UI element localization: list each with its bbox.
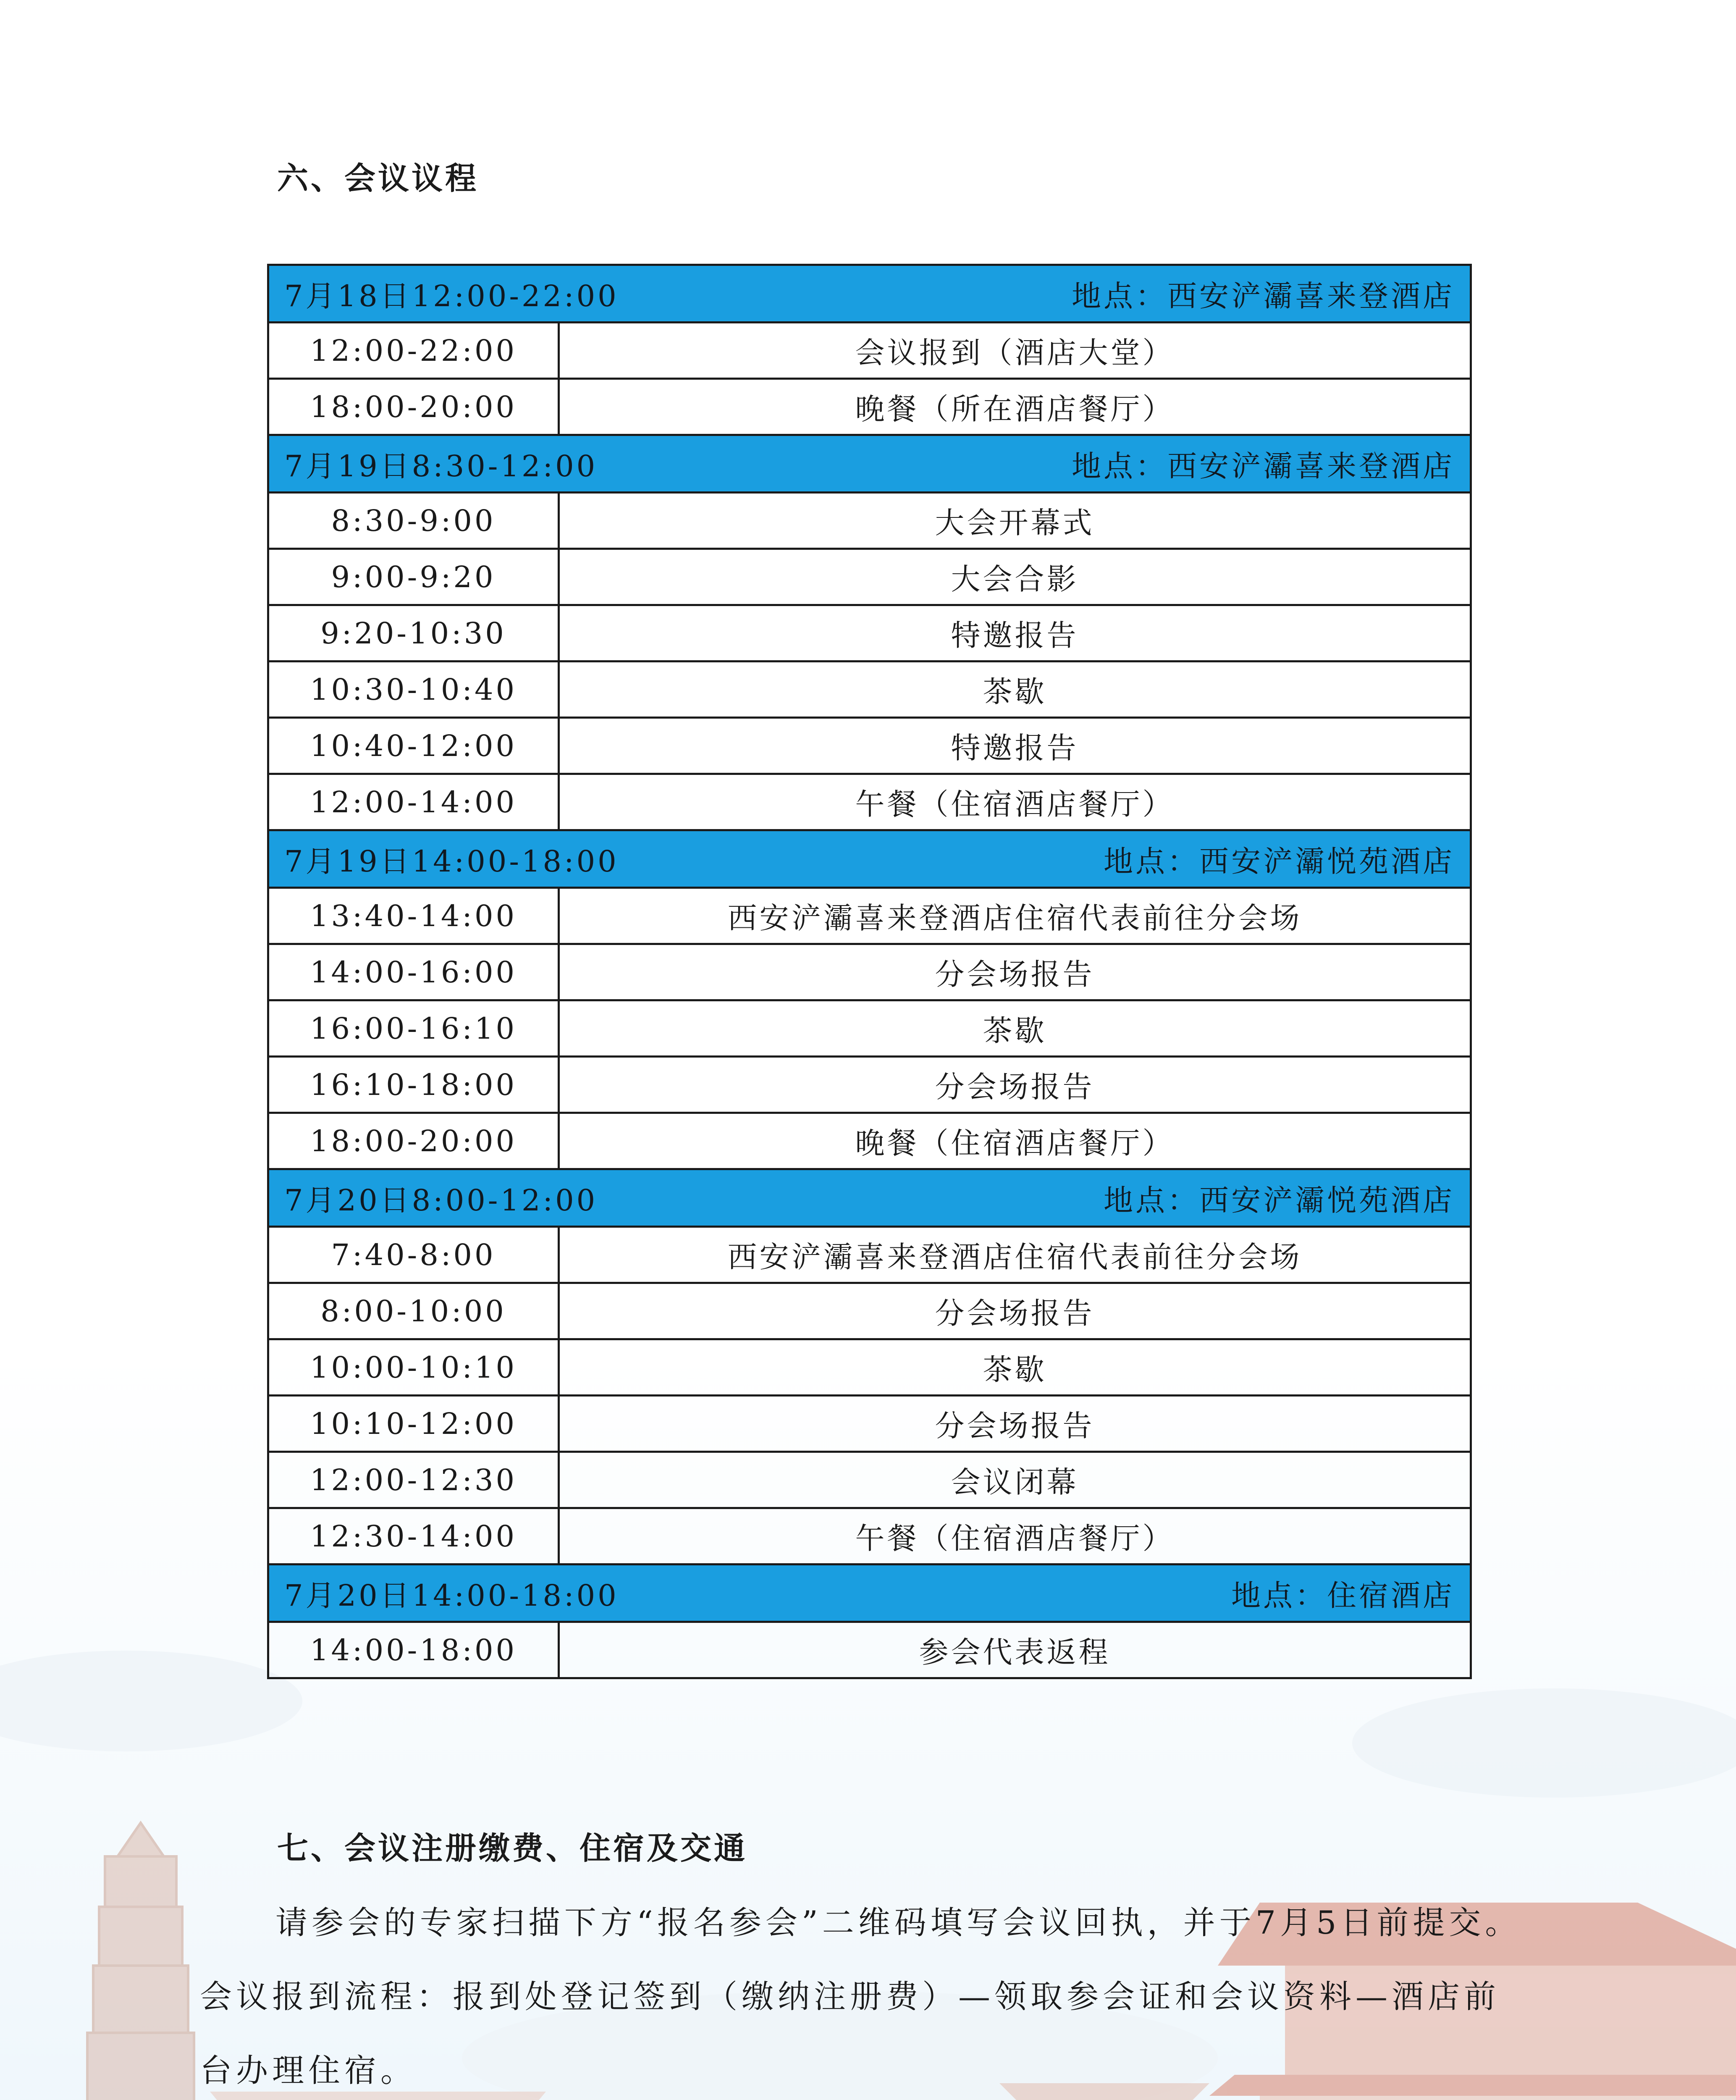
activity-cell: 分会场报告 bbox=[559, 1396, 1471, 1452]
activity-cell: 西安浐灞喜来登酒店住宿代表前往分会场 bbox=[559, 888, 1471, 944]
activity-cell: 大会合影 bbox=[559, 549, 1471, 605]
schedule-row bbox=[268, 888, 1471, 944]
block-header-cell bbox=[268, 435, 1471, 493]
schedule-row bbox=[268, 1339, 1471, 1396]
activity-cell: 特邀报告 bbox=[559, 718, 1471, 774]
block-date-time: 7月20日14:00-18:00 bbox=[284, 1578, 619, 1613]
activity-cell: 茶歇 bbox=[559, 662, 1471, 718]
time-cell: 14:00-18:00 bbox=[268, 1622, 559, 1678]
block-header-cell bbox=[268, 1564, 1471, 1622]
time-cell: 12:00-22:00 bbox=[268, 323, 559, 379]
schedule-row bbox=[268, 605, 1471, 662]
schedule-row bbox=[268, 1622, 1471, 1678]
schedule-row bbox=[268, 1283, 1471, 1339]
schedule-block-header bbox=[268, 1564, 1471, 1622]
block-header-cell bbox=[268, 830, 1471, 888]
time-cell: 8:00-10:00 bbox=[268, 1283, 559, 1339]
schedule-row bbox=[268, 379, 1471, 435]
block-date-time: 7月18日12:00-22:00 bbox=[284, 278, 619, 313]
time-cell: 10:30-10:40 bbox=[268, 662, 559, 718]
schedule-block-header bbox=[268, 1169, 1471, 1227]
schedule-table bbox=[267, 264, 1472, 1679]
schedule-row bbox=[268, 1508, 1471, 1564]
block-location: 地点：西安浐灞喜来登酒店 bbox=[1072, 278, 1455, 313]
block-location: 地点：西安浐灞喜来登酒店 bbox=[1072, 449, 1455, 483]
time-cell: 10:40-12:00 bbox=[268, 718, 559, 774]
activity-cell: 午餐（住宿酒店餐厅） bbox=[559, 774, 1471, 830]
schedule-block-header bbox=[268, 435, 1471, 493]
block-date-time: 7月20日8:00-12:00 bbox=[284, 1183, 598, 1218]
block-location: 地点：住宿酒店 bbox=[1231, 1578, 1455, 1613]
activity-cell: 特邀报告 bbox=[559, 605, 1471, 662]
time-cell: 9:20-10:30 bbox=[268, 605, 559, 662]
time-cell: 16:10-18:00 bbox=[268, 1057, 559, 1113]
time-cell: 10:00-10:10 bbox=[268, 1339, 559, 1396]
activity-cell: 午餐（住宿酒店餐厅） bbox=[559, 1508, 1471, 1564]
schedule-row bbox=[268, 774, 1471, 830]
block-header-cell bbox=[268, 265, 1471, 323]
block-date-time: 7月19日14:00-18:00 bbox=[284, 844, 619, 879]
schedule-row bbox=[268, 1000, 1471, 1057]
schedule-block-header bbox=[268, 830, 1471, 888]
time-cell: 13:40-14:00 bbox=[268, 888, 559, 944]
activity-cell: 晚餐（住宿酒店餐厅） bbox=[559, 1113, 1471, 1169]
activity-cell: 会议闭幕 bbox=[559, 1452, 1471, 1508]
time-cell: 14:00-16:00 bbox=[268, 944, 559, 1000]
block-date-time: 7月19日8:30-12:00 bbox=[284, 449, 598, 483]
activity-cell: 分会场报告 bbox=[559, 1057, 1471, 1113]
schedule-row bbox=[268, 1113, 1471, 1169]
schedule-row bbox=[268, 493, 1471, 549]
time-cell: 16:00-16:10 bbox=[268, 1000, 559, 1057]
activity-cell: 晚餐（所在酒店餐厅） bbox=[559, 379, 1471, 435]
activity-cell: 会议报到（酒店大堂） bbox=[559, 323, 1471, 379]
time-cell: 10:10-12:00 bbox=[268, 1396, 559, 1452]
section-6-title: 六、会议议程 bbox=[277, 160, 479, 197]
time-cell: 18:00-20:00 bbox=[268, 379, 559, 435]
schedule-row bbox=[268, 944, 1471, 1000]
time-cell: 12:00-12:30 bbox=[268, 1452, 559, 1508]
activity-cell: 分会场报告 bbox=[559, 944, 1471, 1000]
time-cell: 18:00-20:00 bbox=[268, 1113, 559, 1169]
activity-cell: 西安浐灞喜来登酒店住宿代表前往分会场 bbox=[559, 1227, 1471, 1283]
block-header-cell bbox=[268, 1169, 1471, 1227]
time-cell: 12:00-14:00 bbox=[268, 774, 559, 830]
activity-cell: 分会场报告 bbox=[559, 1283, 1471, 1339]
time-cell: 7:40-8:00 bbox=[268, 1227, 559, 1283]
activity-cell: 茶歇 bbox=[559, 1339, 1471, 1396]
activity-cell: 茶歇 bbox=[559, 1000, 1471, 1057]
time-cell: 9:00-9:20 bbox=[268, 549, 559, 605]
section-7-title: 七、会议注册缴费、住宿及交通 bbox=[277, 1830, 747, 1866]
block-location: 地点：西安浐灞悦苑酒店 bbox=[1104, 1183, 1455, 1218]
activity-cell: 大会开幕式 bbox=[559, 493, 1471, 549]
schedule-row bbox=[268, 1057, 1471, 1113]
schedule-row bbox=[268, 549, 1471, 605]
schedule-row bbox=[268, 1396, 1471, 1452]
schedule-row bbox=[268, 323, 1471, 379]
registration-paragraph: 请参会的专家扫描下方“报名参会”二维码填写会议回执，并于7月5日前提交。会议报到流程：报到处登记签到（缴纳注册费）—领取参会证和会议资料—酒店前台办理住宿。 bbox=[200, 1904, 1521, 2089]
schedule-row bbox=[268, 662, 1471, 718]
schedule-block-header bbox=[268, 265, 1471, 323]
activity-cell: 参会代表返程 bbox=[559, 1622, 1471, 1678]
time-cell: 8:30-9:00 bbox=[268, 493, 559, 549]
block-location: 地点：西安浐灞悦苑酒店 bbox=[1104, 844, 1455, 879]
schedule-row bbox=[268, 718, 1471, 774]
time-cell: 12:30-14:00 bbox=[268, 1508, 559, 1564]
schedule-row bbox=[268, 1227, 1471, 1283]
schedule-row bbox=[268, 1452, 1471, 1508]
